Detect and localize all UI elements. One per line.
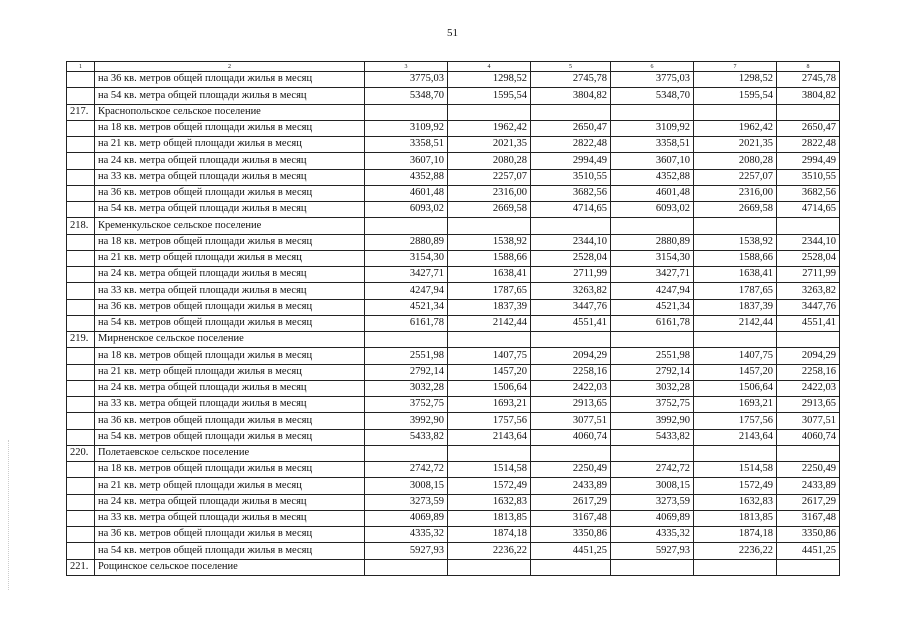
value-cell: 1874,18 [448,527,531,543]
value-cell: 2880,89 [365,234,448,250]
value-cell: 3350,86 [777,527,840,543]
value-cell: 4247,94 [365,283,448,299]
value-cell: 4521,34 [365,299,448,315]
value-cell: 2344,10 [531,234,611,250]
value-cell: 2143,64 [694,429,777,445]
row-label: на 54 кв. метров общей площади жилья в месяц [95,543,365,559]
row-number-cell [67,494,95,510]
value-cell: 3992,90 [611,413,694,429]
value-cell: 3804,82 [777,88,840,104]
value-cell: 4551,41 [777,315,840,331]
empty-cell [448,559,531,575]
scan-margin-mark [8,440,10,590]
value-cell: 3447,76 [531,299,611,315]
value-cell: 4451,25 [777,543,840,559]
value-cell: 1837,39 [694,299,777,315]
empty-cell [694,218,777,234]
row-label: на 33 кв. метра общей площади жилья в месяц [95,169,365,185]
value-cell: 2250,49 [777,462,840,478]
row-number-cell [67,429,95,445]
value-cell: 5433,82 [365,429,448,445]
value-cell: 3263,82 [777,283,840,299]
value-cell: 2528,04 [777,250,840,266]
table-body [67,62,840,576]
value-cell: 2021,35 [694,137,777,153]
value-cell: 2994,49 [531,153,611,169]
value-cell: 2617,29 [777,494,840,510]
value-cell: 3607,10 [611,153,694,169]
column-number: 1 [67,62,95,72]
value-cell: 1837,39 [448,299,531,315]
table-row [67,462,840,478]
value-cell: 3358,51 [611,137,694,153]
row-number-cell [67,120,95,136]
value-cell: 2258,16 [777,364,840,380]
empty-cell [531,559,611,575]
row-number-cell [67,88,95,104]
value-cell: 2792,14 [611,364,694,380]
empty-cell [531,332,611,348]
value-cell: 6161,78 [365,315,448,331]
value-cell: 3358,51 [365,137,448,153]
value-cell: 1506,64 [448,380,531,396]
section-row [67,218,840,234]
value-cell: 3447,76 [777,299,840,315]
table-row [67,250,840,266]
section-row [67,445,840,461]
row-number-cell [67,413,95,429]
value-cell: 2316,00 [448,185,531,201]
column-number: 4 [448,62,531,72]
value-cell: 6093,02 [611,202,694,218]
value-cell: 3510,55 [531,169,611,185]
row-number-cell [67,153,95,169]
value-cell: 1787,65 [694,283,777,299]
empty-cell [448,445,531,461]
row-number-cell [67,527,95,543]
value-cell: 1693,21 [448,397,531,413]
row-number-cell [67,364,95,380]
empty-cell [531,104,611,120]
value-cell: 2551,98 [365,348,448,364]
column-number: 5 [531,62,611,72]
value-cell: 1514,58 [448,462,531,478]
value-cell: 2551,98 [611,348,694,364]
row-label: на 36 кв. метров общей площади жилья в месяц [95,527,365,543]
empty-cell [531,218,611,234]
value-cell: 2742,72 [365,462,448,478]
table-row [67,478,840,494]
value-cell: 4060,74 [531,429,611,445]
row-label: на 33 кв. метра общей площади жилья в месяц [95,397,365,413]
value-cell: 1693,21 [694,397,777,413]
row-label: на 18 кв. метров общей площади жилья в месяц [95,120,365,136]
row-number-cell [67,299,95,315]
value-cell: 1962,42 [694,120,777,136]
row-label: на 18 кв. метров общей площади жилья в месяц [95,462,365,478]
value-cell: 3077,51 [777,413,840,429]
value-cell: 3077,51 [531,413,611,429]
value-cell: 1632,83 [694,494,777,510]
empty-cell [777,104,840,120]
value-cell: 4601,48 [611,185,694,201]
value-cell: 2822,48 [777,137,840,153]
value-cell: 1298,52 [448,72,531,88]
value-cell: 3032,28 [365,380,448,396]
value-cell: 3752,75 [611,397,694,413]
value-cell: 4451,25 [531,543,611,559]
row-label: на 24 кв. метра общей площади жилья в месяц [95,494,365,510]
value-cell: 3775,03 [611,72,694,88]
value-cell: 3607,10 [365,153,448,169]
value-cell: 5348,70 [611,88,694,104]
value-cell: 3273,59 [611,494,694,510]
row-label: на 18 кв. метров общей площади жилья в месяц [95,348,365,364]
value-cell: 1572,49 [694,478,777,494]
value-cell: 3109,92 [611,120,694,136]
value-cell: 4335,32 [365,527,448,543]
row-label: на 21 кв. метр общей площади жилья в месяц [95,137,365,153]
section-number: 217. [67,104,95,120]
empty-cell [694,104,777,120]
table-row [67,413,840,429]
empty-cell [365,332,448,348]
value-cell: 2422,03 [531,380,611,396]
value-cell: 4551,41 [531,315,611,331]
row-number-cell [67,315,95,331]
value-cell: 1457,20 [448,364,531,380]
row-number-cell [67,250,95,266]
value-cell: 2236,22 [448,543,531,559]
row-number-cell [67,462,95,478]
value-cell: 2617,29 [531,494,611,510]
value-cell: 1962,42 [448,120,531,136]
row-number-cell [67,202,95,218]
value-cell: 3804,82 [531,88,611,104]
value-cell: 6093,02 [365,202,448,218]
table-row [67,169,840,185]
value-cell: 4335,32 [611,527,694,543]
table-row [67,88,840,104]
row-label: на 54 кв. метров общей площади жилья в месяц [95,429,365,445]
value-cell: 2257,07 [694,169,777,185]
value-cell: 1638,41 [448,267,531,283]
empty-cell [694,559,777,575]
value-cell: 3775,03 [365,72,448,88]
value-cell: 2822,48 [531,137,611,153]
value-cell: 2433,89 [531,478,611,494]
value-cell: 4247,94 [611,283,694,299]
table-row [67,72,840,88]
value-cell: 3350,86 [531,527,611,543]
empty-cell [611,559,694,575]
value-cell: 2094,29 [531,348,611,364]
value-cell: 3154,30 [611,250,694,266]
table-row [67,527,840,543]
value-cell: 4069,89 [365,510,448,526]
empty-cell [448,332,531,348]
empty-cell [531,445,611,461]
tariff-table [66,61,840,576]
value-cell: 1595,54 [448,88,531,104]
value-cell: 3008,15 [611,478,694,494]
row-number-cell [67,397,95,413]
value-cell: 2880,89 [611,234,694,250]
row-label: на 24 кв. метра общей площади жилья в месяц [95,153,365,169]
column-number: 6 [611,62,694,72]
value-cell: 2913,65 [777,397,840,413]
table-row [67,397,840,413]
value-cell: 1638,41 [694,267,777,283]
value-cell: 4714,65 [531,202,611,218]
section-row [67,559,840,575]
section-row [67,332,840,348]
section-row [67,104,840,120]
column-number: 7 [694,62,777,72]
empty-cell [365,445,448,461]
table-row [67,543,840,559]
value-cell: 1595,54 [694,88,777,104]
section-title: Краснопольское сельское поселение [95,104,365,120]
table-row [67,120,840,136]
table-row [67,267,840,283]
value-cell: 1757,56 [694,413,777,429]
value-cell: 5433,82 [611,429,694,445]
row-label: на 36 кв. метров общей площади жилья в месяц [95,185,365,201]
column-number: 3 [365,62,448,72]
empty-cell [777,332,840,348]
value-cell: 2913,65 [531,397,611,413]
empty-cell [448,218,531,234]
table-row [67,315,840,331]
value-cell: 2422,03 [777,380,840,396]
value-cell: 1514,58 [694,462,777,478]
row-label: на 33 кв. метра общей площади жилья в месяц [95,510,365,526]
section-number: 218. [67,218,95,234]
value-cell: 3992,90 [365,413,448,429]
empty-cell [365,559,448,575]
value-cell: 1298,52 [694,72,777,88]
row-number-cell [67,380,95,396]
row-label: на 21 кв. метр общей площади жилья в месяц [95,478,365,494]
value-cell: 2344,10 [777,234,840,250]
value-cell: 6161,78 [611,315,694,331]
value-cell: 5927,93 [365,543,448,559]
value-cell: 2742,72 [611,462,694,478]
value-cell: 2745,78 [777,72,840,88]
value-cell: 4352,88 [365,169,448,185]
empty-cell [777,445,840,461]
value-cell: 2994,49 [777,153,840,169]
value-cell: 1407,75 [694,348,777,364]
row-label: на 18 кв. метров общей площади жилья в месяц [95,234,365,250]
value-cell: 2250,49 [531,462,611,478]
value-cell: 2792,14 [365,364,448,380]
value-cell: 2021,35 [448,137,531,153]
value-cell: 1538,92 [448,234,531,250]
empty-cell [611,218,694,234]
value-cell: 1457,20 [694,364,777,380]
empty-cell [448,104,531,120]
column-number-row [67,62,840,72]
value-cell: 3682,56 [777,185,840,201]
value-cell: 2143,64 [448,429,531,445]
value-cell: 1538,92 [694,234,777,250]
empty-cell [777,218,840,234]
row-number-cell [67,185,95,201]
value-cell: 3008,15 [365,478,448,494]
row-label: на 36 кв. метров общей площади жилья в месяц [95,299,365,315]
section-title: Кременкульское сельское поселение [95,218,365,234]
value-cell: 3510,55 [777,169,840,185]
table-row [67,153,840,169]
table-row [67,283,840,299]
row-number-cell [67,267,95,283]
value-cell: 2142,44 [694,315,777,331]
value-cell: 3682,56 [531,185,611,201]
value-cell: 1632,83 [448,494,531,510]
section-number: 219. [67,332,95,348]
row-number-cell [67,283,95,299]
value-cell: 1506,64 [694,380,777,396]
section-title: Полетаевское сельское поселение [95,445,365,461]
row-label: на 36 кв. метров общей площади жилья в месяц [95,413,365,429]
empty-cell [365,218,448,234]
row-label: на 24 кв. метра общей площади жилья в месяц [95,267,365,283]
value-cell: 2711,99 [777,267,840,283]
row-number-cell [67,169,95,185]
value-cell: 2080,28 [694,153,777,169]
value-cell: 1588,66 [694,250,777,266]
value-cell: 4601,48 [365,185,448,201]
table-row [67,299,840,315]
empty-cell [611,332,694,348]
value-cell: 2094,29 [777,348,840,364]
value-cell: 1813,85 [448,510,531,526]
row-label: на 21 кв. метр общей площади жилья в месяц [95,250,365,266]
column-number: 2 [95,62,365,72]
empty-cell [365,104,448,120]
section-title: Мирненское сельское поселение [95,332,365,348]
row-number-cell [67,72,95,88]
table-row [67,202,840,218]
row-number-cell [67,478,95,494]
value-cell: 3109,92 [365,120,448,136]
value-cell: 3167,48 [777,510,840,526]
row-label: на 54 кв. метра общей площади жилья в месяц [95,88,365,104]
table-row [67,429,840,445]
page-number: 51 [447,27,458,39]
value-cell: 2745,78 [531,72,611,88]
value-cell: 3752,75 [365,397,448,413]
value-cell: 3032,28 [611,380,694,396]
value-cell: 2080,28 [448,153,531,169]
value-cell: 5927,93 [611,543,694,559]
value-cell: 2257,07 [448,169,531,185]
column-number: 8 [777,62,840,72]
value-cell: 2528,04 [531,250,611,266]
value-cell: 1572,49 [448,478,531,494]
row-label: на 24 кв. метра общей площади жилья в месяц [95,380,365,396]
value-cell: 1813,85 [694,510,777,526]
value-cell: 5348,70 [365,88,448,104]
value-cell: 1787,65 [448,283,531,299]
value-cell: 3263,82 [531,283,611,299]
value-cell: 2650,47 [777,120,840,136]
table-row [67,380,840,396]
table-row [67,364,840,380]
value-cell: 2433,89 [777,478,840,494]
value-cell: 1874,18 [694,527,777,543]
value-cell: 2711,99 [531,267,611,283]
value-cell: 2669,58 [694,202,777,218]
section-title: Рощинское сельское поселение [95,559,365,575]
table-row [67,348,840,364]
value-cell: 2142,44 [448,315,531,331]
row-number-cell [67,543,95,559]
value-cell: 2650,47 [531,120,611,136]
table-row [67,494,840,510]
row-number-cell [67,234,95,250]
value-cell: 2236,22 [694,543,777,559]
row-label: на 33 кв. метра общей площади жилья в месяц [95,283,365,299]
row-label: на 54 кв. метров общей площади жилья в месяц [95,315,365,331]
table-row [67,234,840,250]
value-cell: 2669,58 [448,202,531,218]
value-cell: 3167,48 [531,510,611,526]
value-cell: 2258,16 [531,364,611,380]
empty-cell [694,332,777,348]
value-cell: 1757,56 [448,413,531,429]
value-cell: 1588,66 [448,250,531,266]
empty-cell [611,104,694,120]
value-cell: 3273,59 [365,494,448,510]
section-number: 220. [67,445,95,461]
value-cell: 3427,71 [611,267,694,283]
value-cell: 3154,30 [365,250,448,266]
value-cell: 3427,71 [365,267,448,283]
row-number-cell [67,137,95,153]
row-label: на 54 кв. метра общей площади жилья в месяц [95,202,365,218]
table-row [67,137,840,153]
value-cell: 4521,34 [611,299,694,315]
section-number: 221. [67,559,95,575]
empty-cell [611,445,694,461]
empty-cell [694,445,777,461]
value-cell: 2316,00 [694,185,777,201]
empty-cell [777,559,840,575]
value-cell: 1407,75 [448,348,531,364]
row-number-cell [67,510,95,526]
table-row [67,185,840,201]
value-cell: 4714,65 [777,202,840,218]
value-cell: 4069,89 [611,510,694,526]
value-cell: 4352,88 [611,169,694,185]
row-label: на 36 кв. метров общей площади жилья в месяц [95,72,365,88]
value-cell: 4060,74 [777,429,840,445]
row-number-cell [67,348,95,364]
table-row [67,510,840,526]
row-label: на 21 кв. метр общей площади жилья в месяц [95,364,365,380]
